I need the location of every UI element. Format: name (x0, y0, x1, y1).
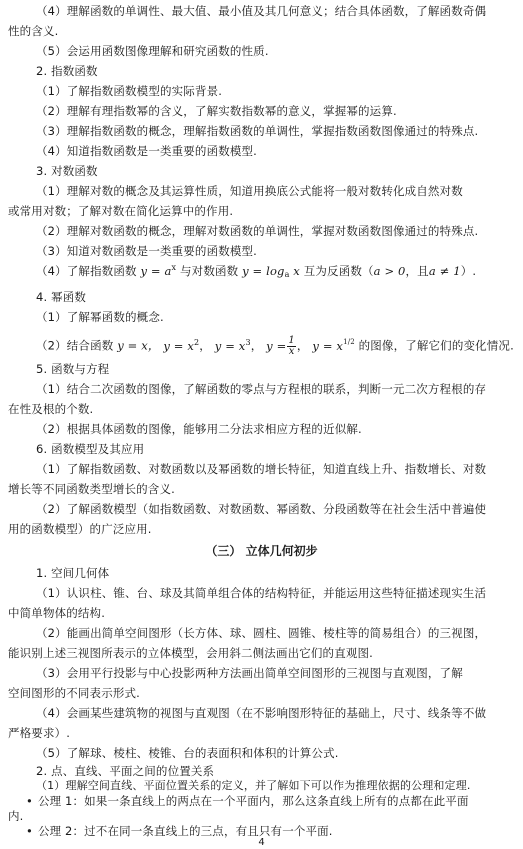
subsection-heading: 1. 空间几何体 (36, 566, 110, 580)
text-line: （2）能画出简单空间图形（长方体、球、圆柱、圆锥、棱柱等的简易组合）的三视图， (36, 626, 487, 640)
section-title: （三） 立体几何初步 (205, 544, 318, 558)
math-separator: ， (296, 338, 309, 353)
math-power-function-4 (266, 335, 297, 357)
math-fraction (287, 336, 296, 357)
math-condition: a > 0 (373, 264, 406, 278)
fraction-denominator: x (288, 346, 295, 357)
math-separator: ， (250, 338, 263, 353)
text-line: （3）知道对数函数是一类重要的函数模型. (36, 244, 257, 258)
bullet-icon: • (26, 824, 33, 838)
math-expr: y = x (214, 338, 246, 353)
subsection-heading: 5. 函数与方程 (36, 362, 110, 376)
math-exponent: x (171, 263, 177, 272)
text-line: （1）了解指数函数模型的实际背景. (36, 84, 223, 98)
text-fragment: 公理 1：如果一条直线上的两点在一个平面内，那么这条直线上所有的点都在此平面 (37, 794, 469, 808)
text-line: （4）理解函数的单调性、最大值、最小值及其几何意义；结合具体函数，了解函数奇偶 (36, 4, 487, 18)
text-line: （1）了解幂函数的概念. (36, 310, 164, 324)
text-line: 增长等不同函数类型增长的含义. (8, 482, 175, 496)
text-fragment: （2）结合函数 (36, 338, 114, 353)
text-line: （4）知道指数函数是一类重要的函数模型. (36, 144, 257, 158)
math-subscript: a (284, 270, 290, 279)
text-line: 空间图形的不同表示形式. (8, 686, 140, 700)
text-line: 或常用对数；了解对数在简化运算中的作用. (8, 204, 234, 218)
text-fragment: 与对数函数 (180, 264, 239, 278)
text-fragment: 的图像，了解它们的变化情况. (358, 338, 514, 353)
text-line: （2）了解函数模型（如指数函数、对数函数、幂函数、分段函数等在社会生活中普遍使 (36, 502, 487, 516)
subsection-heading: 3. 对数函数 (36, 164, 98, 178)
subsection-heading: 2. 点、直线、平面之间的位置关系 (36, 764, 215, 778)
text-line: （3）会用平行投影与中心投影两种方法画出简单空间图形的三视图与直观图，了解 (36, 666, 463, 680)
math-expr: y = (266, 338, 287, 353)
axiom-line (26, 824, 523, 838)
text-fragment: 互为反函数（ (303, 264, 374, 278)
text-line: 在性及根的个数. (8, 402, 94, 416)
text-line-with-formula (36, 336, 523, 357)
math-logarithm-function (242, 264, 300, 278)
text-fragment: （4）了解指数函数 (36, 264, 137, 278)
text-line: 性的含义. (8, 24, 59, 38)
math-expr: y = log (242, 264, 285, 278)
text-line: （5）了解球、棱柱、棱锥、台的表面积和体积的计算公式. (36, 746, 339, 760)
text-line: （4）会画某些建筑物的视图与直观图（在不影响图形特征的基础上，尺寸、线条等不做 (36, 706, 487, 720)
text-line: （1）理解空间直线、平面位置关系的定义，并了解如下可以作为推理依据的公理和定理. (36, 779, 471, 792)
math-exponential-function (140, 264, 176, 278)
math-power-function-3 (215, 339, 251, 353)
text-line: （3）理解指数函数的概念，理解指数函数的单调性，掌握指数函数图像通过的特殊点. (36, 124, 479, 138)
text-line: （2）理解有理指数幂的含义，了解实数指数幂的意义，掌握幂的运算. (36, 104, 397, 118)
text-line: 严格要求）. (8, 726, 71, 740)
text-fragment: 公理 2：过不在同一条直线上的三点，有且只有一个平面. (37, 824, 333, 838)
math-expr: x (289, 264, 300, 278)
fraction-numerator: 1 (343, 337, 348, 346)
math-expr: y = x (312, 338, 344, 353)
text-line: 能识别上述三视图所表示的立体模型，会用斜二侧法画出它们的直观图. (8, 646, 373, 660)
text-fragment: ）. (460, 264, 477, 278)
math-expr: y = a (140, 264, 172, 278)
math-power-function-1: y = x， (117, 338, 160, 353)
text-line: （5）会运用函数图像理解和研究函数的性质. (36, 44, 269, 58)
fraction-denominator: 2 (350, 337, 355, 346)
subsection-heading: 2. 指数函数 (36, 64, 98, 78)
math-power-function-5 (312, 339, 354, 353)
fraction-numerator: 1 (288, 335, 295, 346)
text-line: （1）理解对数的概念及其运算性质，知道用换底公式能将一般对数转化成自然对数 (36, 184, 463, 198)
text-line: （1）认识柱、锥、台、球及其简单组合体的结构特征，并能运用这些特征描述现实生活 (36, 586, 487, 600)
axiom-line (26, 794, 523, 808)
math-exponent: 3 (245, 337, 251, 347)
text-fragment: ，且 (405, 264, 429, 278)
math-condition: a ≠ 1 (428, 264, 461, 278)
math-exponent: 2 (194, 337, 200, 347)
math-expr: y = x (163, 338, 195, 353)
text-line: （1）了解指数函数、对数函数以及幂函数的增长特征，知道直线上升、指数增长、对数 (36, 462, 487, 476)
text-line: （2）理解对数函数的概念，理解对数函数的单调性，掌握对数函数图像通过的特殊点. (36, 224, 479, 238)
math-fractional-exponent: 1/2 (343, 337, 355, 346)
text-line: 用的函数模型）的广泛应用. (8, 522, 152, 536)
math-separator: ， (199, 338, 211, 353)
subsection-heading: 4. 幂函数 (36, 290, 87, 304)
text-line-with-formula (36, 264, 523, 278)
text-line: 中简单物体的结构. (8, 606, 106, 620)
bullet-icon: • (26, 794, 33, 808)
math-power-function-2 (163, 339, 199, 353)
text-line: （2）根据具体函数的图像，能够用二分法求相应方程的近似解. (36, 422, 362, 436)
text-line: 内. (8, 809, 24, 823)
page-number: 4 (258, 837, 265, 848)
subsection-heading: 6. 函数模型及其应用 (36, 442, 145, 456)
text-line: （1）结合二次函数的图像，了解函数的零点与方程根的联系，判断一元二次方程根的存 (36, 382, 487, 396)
